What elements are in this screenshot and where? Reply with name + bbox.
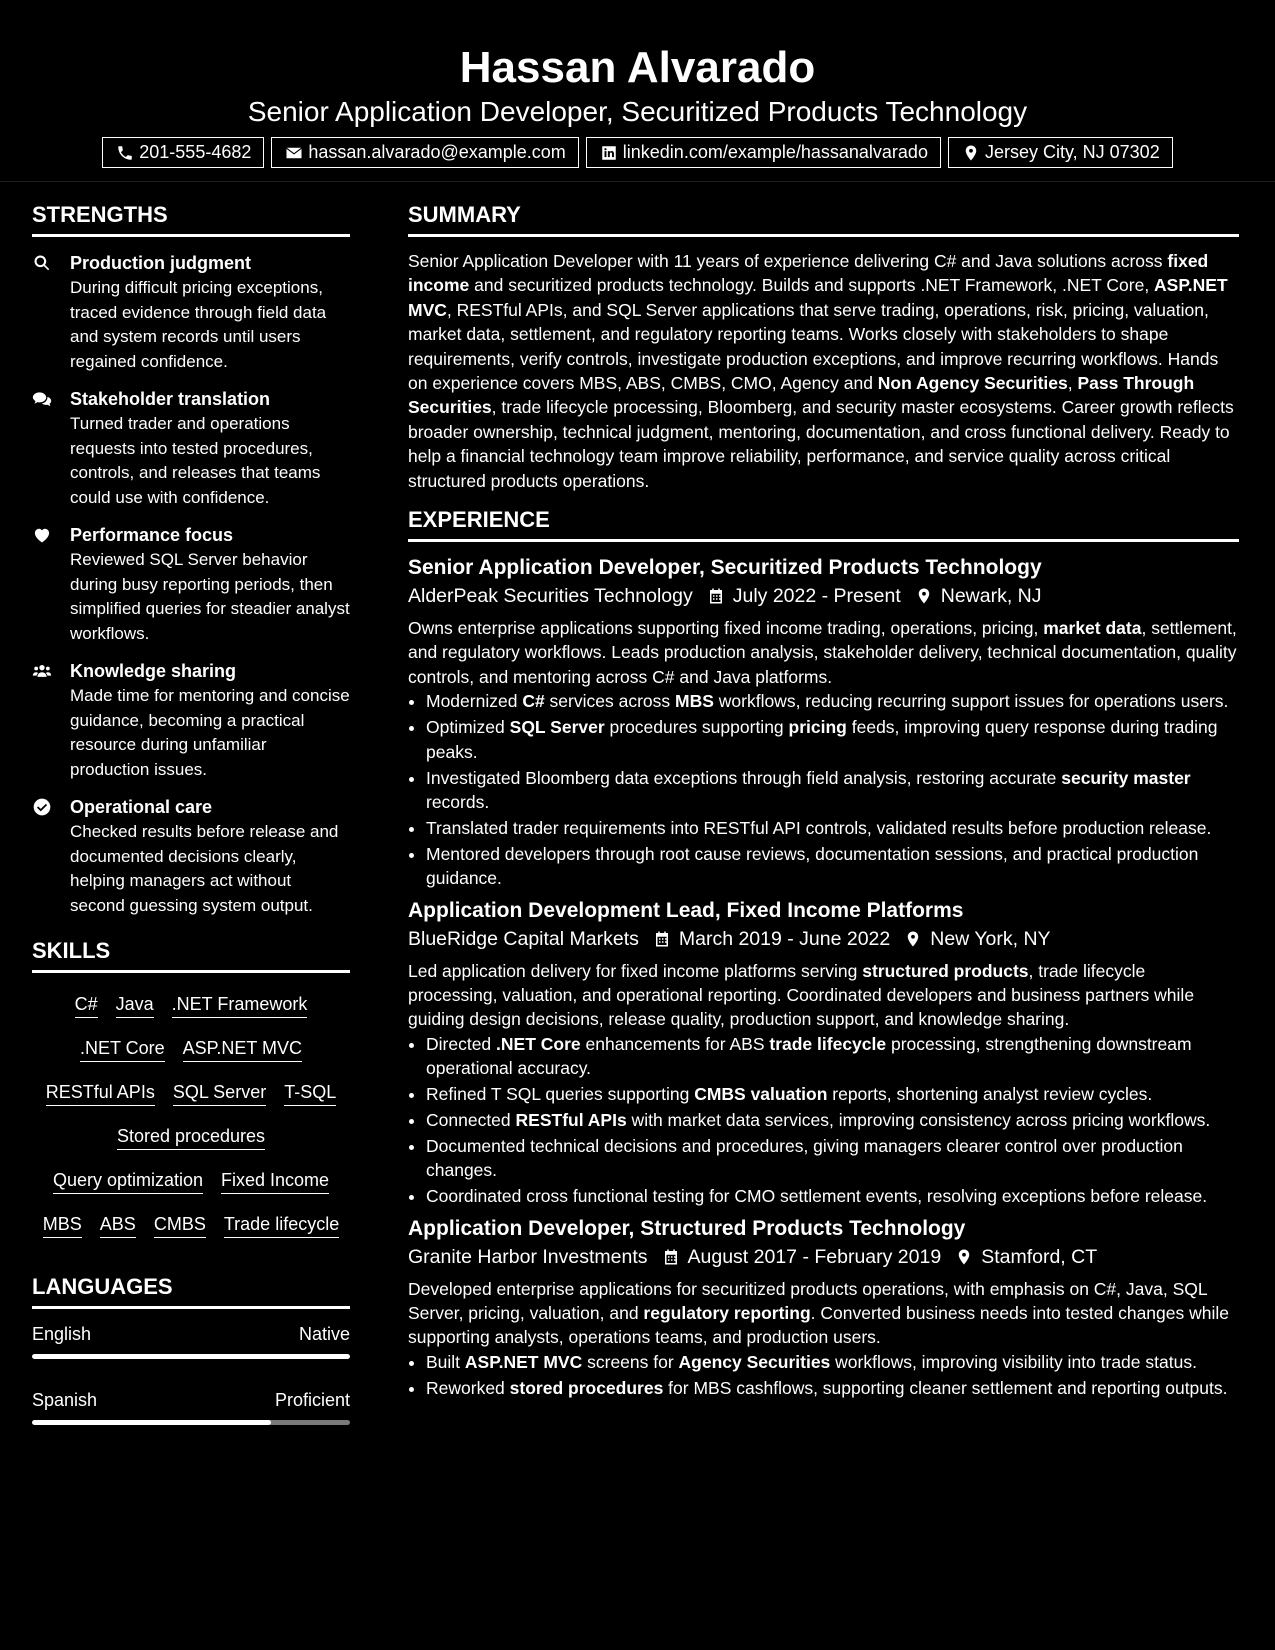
job-company: Granite Harbor Investments <box>408 1245 648 1268</box>
contact-phone[interactable] <box>102 137 264 168</box>
contact-linkedin[interactable] <box>586 137 941 168</box>
job-bullets <box>408 1032 1239 1209</box>
strength-item <box>32 523 350 646</box>
text-run: Built <box>426 1351 465 1372</box>
job-bullets <box>408 689 1239 890</box>
job-bullet <box>426 766 1239 815</box>
emphasis-text: C# <box>522 691 545 712</box>
emphasis-text: fixed income <box>408 251 1209 296</box>
text-run: Developed enterprise applications for securitized products operations, with emphasis on C#, Java, SQL Server, pricing, valuation, and <box>408 1278 1207 1323</box>
text-run: processing, strengthening downstream operational accuracy. <box>426 1033 1192 1079</box>
job-description <box>408 959 1239 1032</box>
contact-bar <box>0 137 1275 168</box>
skill-tag: RESTful APIs <box>46 1081 155 1106</box>
text-run: Senior Application Developer with 11 years of experience delivering C# and Java solutions across <box>408 251 1168 271</box>
text-run: reports, shortening analyst review cycles. <box>827 1084 1153 1105</box>
calendar-icon <box>662 1248 680 1266</box>
strength-title: Production judgment <box>70 253 251 273</box>
emphasis-text: Non Agency Securities <box>877 373 1068 394</box>
job-bullet <box>426 1032 1239 1081</box>
text-run: Documented technical decisions and procedures, giving managers clearer control over production changes. <box>426 1135 1183 1181</box>
emphasis-text: trade lifecycle <box>769 1033 887 1054</box>
skill-tag: Trade lifecycle <box>224 1213 339 1238</box>
strengths-heading: STRENGTHS <box>32 202 350 237</box>
map-pin-icon <box>962 144 980 162</box>
strength-item <box>32 659 350 782</box>
text-run: Reworked <box>426 1377 510 1398</box>
job-bullet <box>426 715 1239 764</box>
text-run: , trade lifecycle processing, Bloomberg, and security master ecosystems. Career growth reflects broader ownership, technical judgment, mentoring, documentation, and cross functional delivery. Ready to help a financial technology team improve reliability, performance, and service quality across critical structured products operations. <box>408 397 1234 491</box>
job-location: Newark, NJ <box>940 585 1042 608</box>
skill-tag: C# <box>75 993 98 1018</box>
contact-location[interactable] <box>948 137 1173 168</box>
job-dates: August 2017 - February 2019 <box>687 1245 942 1268</box>
job-description <box>408 616 1239 689</box>
text-run: records. <box>426 791 490 812</box>
emphasis-text: ASP.NET MVC <box>408 275 1228 320</box>
text-run: Refined T SQL queries supporting <box>426 1084 695 1105</box>
text-run: Modernized <box>426 691 523 712</box>
job-location: New York, NY <box>930 927 1051 950</box>
emphasis-text: RESTful APIs <box>515 1109 627 1130</box>
skill-tag: MBS <box>43 1213 82 1238</box>
strength-desc: Turned trader and operations requests into tested procedures, controls, and releases that teams could use with confidence. <box>70 414 321 507</box>
job-entry <box>408 1215 1239 1401</box>
emphasis-text: Agency Securities <box>678 1351 831 1372</box>
text-run: . Converted business needs into tested changes while supporting analysts, operations teams, and production users. <box>408 1303 1229 1348</box>
language-item <box>32 1323 350 1359</box>
strength-item <box>32 795 350 918</box>
candidate-headline: Senior Application Developer, Securitized Products Technology <box>247 96 1028 127</box>
text-run: Led application delivery for fixed income platforms serving <box>408 960 863 981</box>
linkedin-icon <box>600 144 618 162</box>
job-company: BlueRidge Capital Markets <box>408 927 639 950</box>
text-run: procedures supporting <box>604 717 789 738</box>
emphasis-text: Pass Through Securities <box>408 373 1195 418</box>
job-title: Application Developer, Structured Products Technology <box>408 1216 966 1240</box>
skills-heading: SKILLS <box>32 938 350 973</box>
emphasis-text: MBS <box>675 691 714 712</box>
job-meta <box>408 1243 1239 1271</box>
language-proficiency-bar <box>32 1420 350 1425</box>
experience-list <box>408 554 1239 1400</box>
text-run: workflows, reducing recurring support issues for operations users. <box>713 691 1229 712</box>
skill-tag: Fixed Income <box>221 1169 329 1194</box>
text-run: for MBS cashflows, supporting cleaner settlement and reporting outputs. <box>663 1377 1228 1398</box>
skill-tag: Stored procedures <box>117 1125 265 1150</box>
text-run: workflows, improving visibility into trade status. <box>830 1351 1197 1372</box>
emphasis-text: pricing <box>788 717 847 738</box>
emphasis-text: market data <box>1043 618 1142 639</box>
text-run: Coordinated cross functional testing for CMO settlement events, resolving exceptions before release. <box>426 1186 1208 1207</box>
skill-tag: T-SQL <box>284 1081 336 1106</box>
job-bullet <box>426 842 1239 891</box>
job-bullet <box>426 1082 1239 1106</box>
map-pin-icon <box>915 587 933 605</box>
text-run: enhancements for ABS <box>580 1033 770 1054</box>
text-run: Optimized <box>426 717 510 738</box>
contact-text: Jersey City, NJ 07302 <box>984 142 1160 162</box>
emphasis-text: CMBS valuation <box>694 1084 828 1105</box>
strength-title: Stakeholder translation <box>70 389 271 409</box>
language-proficiency-bar <box>32 1354 350 1359</box>
emphasis-text: security master <box>1061 767 1191 788</box>
strength-desc: During difficult pricing exceptions, traced evidence through field data and system records until users regained confidence. <box>70 278 327 371</box>
job-company: AlderPeak Securities Technology <box>408 585 693 608</box>
experience-heading: EXPERIENCE <box>408 507 1239 542</box>
job-entry <box>408 897 1239 1209</box>
chat-icon <box>32 389 52 409</box>
job-dates: March 2019 - June 2022 <box>678 927 891 950</box>
text-run: Translated trader requirements into RESTful API controls, validated results before production release. <box>426 817 1212 838</box>
summary-text <box>408 249 1239 493</box>
emphasis-text: regulatory reporting <box>643 1303 811 1323</box>
text-run: services across <box>544 691 675 712</box>
strength-desc: Checked results before release and documented decisions clearly, helping managers act without second guessing system output. <box>70 822 339 915</box>
job-title: Senior Application Developer, Securitized Products Technology <box>408 556 1042 580</box>
language-level: Proficient <box>274 1390 350 1410</box>
phone-icon <box>116 144 134 162</box>
resume-header <box>0 0 1275 182</box>
strength-title: Performance focus <box>70 525 234 545</box>
emphasis-text: stored procedures <box>509 1377 664 1398</box>
calendar-icon <box>707 587 725 605</box>
skill-tag: ABS <box>100 1213 136 1238</box>
job-bullet <box>426 1108 1239 1132</box>
skill-tag: .NET Core <box>80 1037 165 1062</box>
job-bullet <box>426 1134 1239 1183</box>
strength-title: Knowledge sharing <box>70 661 237 681</box>
text-run: Connected <box>426 1109 516 1130</box>
strength-desc: Made time for mentoring and concise guidance, becoming a practical resource during unfamiliar production issues. <box>70 686 350 779</box>
job-bullet <box>426 1350 1239 1374</box>
contact-text: 201-555-4682 <box>139 142 252 162</box>
contact-text: linkedin.com/example/hassanalvarado <box>622 142 928 162</box>
skill-tag: CMBS <box>154 1213 206 1238</box>
language-proficiency-fill <box>32 1354 350 1359</box>
job-bullet <box>426 816 1239 840</box>
language-level: Native <box>298 1324 350 1344</box>
skill-tag: .NET Framework <box>172 993 308 1018</box>
job-meta <box>408 925 1239 953</box>
text-run: Mentored developers through root cause reviews, documentation sessions, and practical production guidance. <box>426 843 1199 889</box>
left-column <box>32 182 350 1455</box>
strength-desc: Reviewed SQL Server behavior during busy reporting periods, then simplified queries for steadier analyst workflows. <box>70 550 350 643</box>
emphasis-text: ASP.NET MVC <box>464 1351 583 1372</box>
job-bullet <box>426 1376 1239 1400</box>
language-name: English <box>32 1324 92 1344</box>
skill-tag: Java <box>116 993 154 1018</box>
strength-item <box>32 251 350 374</box>
calendar-icon <box>653 930 671 948</box>
heart-icon <box>32 525 52 545</box>
users-icon <box>32 661 52 681</box>
check-circle-icon <box>32 797 52 817</box>
contact-email[interactable] <box>271 137 578 168</box>
text-run: screens for <box>582 1351 679 1372</box>
emphasis-text: .NET Core <box>496 1033 581 1054</box>
text-run: , RESTful APIs, and SQL Server applications that serve trading, operations, risk, pricing, valuation, market data, settlement, and regulatory reporting teams. Works closely with stakeholders to shape requirements, verify controls, investigate production exceptions, and improve recurring workflows. Hands on experience covers MBS, ABS, CMBS, CMO, Agency and <box>408 299 1219 394</box>
job-dates: July 2022 - Present <box>732 585 901 608</box>
candidate-name: Hassan Alvarado <box>459 43 816 92</box>
text-run: feeds, improving query response during trading peaks. <box>426 717 1218 762</box>
search-icon <box>32 253 52 273</box>
text-run: with market data services, improving consistency across pricing workflows. <box>626 1109 1211 1130</box>
skill-tag: SQL Server <box>173 1081 266 1106</box>
text-run: , trade lifecycle processing, valuation, and operational reporting. Coordinated developers and business partners while guiding design decisions, release quality, production support, and knowledge sharing. <box>408 960 1195 1030</box>
skill-tag: Query optimization <box>53 1169 203 1194</box>
summary-heading: SUMMARY <box>408 202 1239 237</box>
job-meta <box>408 582 1239 610</box>
job-bullets <box>408 1350 1239 1400</box>
text-run: Investigated Bloomberg data exceptions through field analysis, restoring accurate <box>426 767 1062 788</box>
language-name: Spanish <box>32 1390 98 1410</box>
emphasis-text: structured products <box>862 960 1029 981</box>
strength-item <box>32 387 350 510</box>
skills-list <box>32 987 350 1238</box>
text-run: Directed <box>426 1033 497 1054</box>
text-run: , settlement, and regulatory workflows. Leads production analysis, stakeholder delivery, technical documentation, quality controls, and mentoring across C# and Java platforms. <box>408 618 1237 687</box>
job-bullet <box>426 1184 1239 1208</box>
job-bullet <box>426 689 1239 713</box>
map-pin-icon <box>955 1248 973 1266</box>
job-title: Application Development Lead, Fixed Income Platforms <box>408 898 964 922</box>
language-item <box>32 1389 350 1425</box>
emphasis-text: SQL Server <box>509 717 605 738</box>
text-run: and securitized products technology. Builds and supports .NET Framework, .NET Core, <box>469 275 1155 296</box>
language-proficiency-fill <box>32 1420 271 1425</box>
text-run: Owns enterprise applications supporting fixed income trading, operations, pricing, <box>408 618 1044 639</box>
map-pin-icon <box>904 930 922 948</box>
strength-title: Operational care <box>70 797 213 817</box>
skill-tag: ASP.NET MVC <box>183 1037 302 1062</box>
right-column <box>408 182 1239 1455</box>
job-entry <box>408 554 1239 890</box>
languages-heading: LANGUAGES <box>32 1274 350 1309</box>
text-run: , <box>1067 373 1078 394</box>
job-location: Stamford, CT <box>981 1245 1098 1268</box>
contact-text: hassan.alvarado@example.com <box>308 142 566 162</box>
job-description <box>408 1277 1239 1350</box>
envelope-icon <box>285 144 303 162</box>
